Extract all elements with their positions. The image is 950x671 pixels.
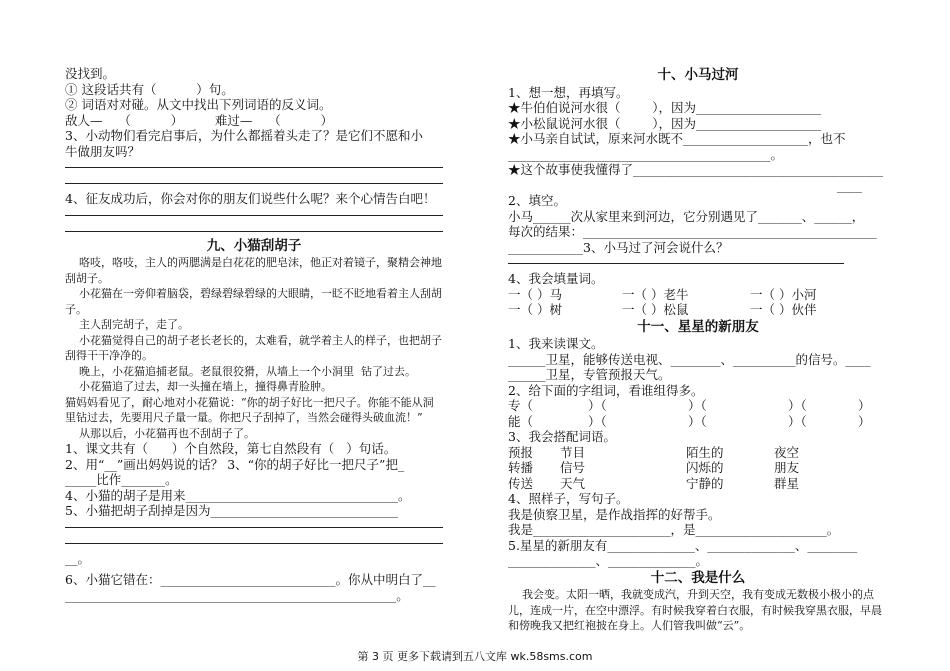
question: _____比作_______。 [65,472,178,487]
match-word: 闪烁的 [686,460,724,475]
match-word: 传送 [508,475,534,491]
word-cell: ）（ [788,398,807,413]
text-line: 1、我来读课文。 [508,336,604,351]
text-line: ______卫星，能够传送电视、________、__________的信号。____ [508,351,871,367]
paragraph: 从那以后，小花猫再也不刮胡子了。 [65,426,255,440]
text-line: ① 这段话共有（ ）句。 [65,81,234,97]
paragraph: 小花猫在一旁仰着脑袋，碧绿碧绿碧绿的大眼睛，一眨不眨地看着主人刮胡子。 [65,287,442,316]
question: 2、用“__”画出妈妈说的话？ 3、“你的胡子好比一把尺子”把_ [65,456,405,472]
word-row [508,398,888,414]
text-line: 牛做朋友吗？ [65,143,141,159]
text-line: ____ [837,177,862,193]
text-line: ★小马亲自试试，原来河水既不____________________，也不 [508,131,846,146]
match-word: 夜空 [774,444,800,460]
answer-line[interactable] [65,159,443,168]
question: 5、小猫把胡子刮掉是因为______________________________ [65,503,398,518]
text-line: ② 词语对对碰。从文中找出下列词语的反义词。 [65,97,332,112]
word-row [508,414,888,430]
match-word: 转播 [508,460,534,475]
text-line: __________________________________________。 [508,146,784,162]
word-cell: 专（ [508,398,534,413]
story-9-questions [65,441,443,603]
match-word: 天气 [560,475,586,491]
match-word: 群星 [774,475,800,491]
intro-block [65,66,443,159]
story-12-text [508,587,888,634]
page-footer: 第 3 页 更多下载请到五八文库 wk.58sms.com [357,650,593,663]
question-6: 6、小猫它错在：____________________________。你从中明白了__ [65,572,436,587]
text-line: 4、我会填量词。 [508,271,604,286]
section-title-12: 十二、我是什么 [650,569,746,586]
match-row [508,476,888,492]
section-title-11: 十一、星星的新朋友 [637,318,759,335]
answer-line[interactable] [65,519,443,528]
text-line: 3、小动物们看完启事后，为什么都摇着头走了？是它们不愿和小 [65,128,423,143]
match-word: 朋友 [774,460,800,475]
text-line: 我是______________________，是_____________________。 [508,522,840,537]
text-line: ______卫星，专管预报天气。 [508,367,671,382]
question-6-tail: _____________________________________________________。 [65,587,409,603]
word-cell: ） [858,413,871,429]
text-line: 3、我会搭配词语。 [508,429,616,444]
word-cell: ）（ [688,413,707,429]
measure-item: 一（ ）树 [508,302,562,317]
word-cell: ）（ [688,398,707,413]
text-line: 我是侦察卫星，是作战指挥的好帮手。 [508,506,721,522]
answer-line[interactable] [65,207,443,216]
word-cell: ）（ [588,413,607,429]
section-title-9: 九、小猫刮胡子 [206,237,302,254]
right-column [508,66,888,634]
match-word: 信号 [560,460,586,475]
text-line: ★这个故事使我懂得了________________________________________ [508,162,884,177]
measure-item: 一（ ）松鼠 [622,302,689,317]
measure-item: 一（ ）老牛 [622,286,689,302]
match-row [508,445,888,461]
question: 1、课文共有（ ）个自然段，第七自然段有（ ）句话。 [65,441,397,456]
match-row [508,460,888,476]
text-line: 5.星星的新朋友有______________、______________、________ [508,537,858,553]
text-line: 没找到。 [65,66,116,81]
paragraph: 主人刮完胡子，走了。 [65,318,189,331]
text-line: ★小松鼠说河水很（ ），因为____________________ [508,115,822,131]
measure-item: 一（ ）马 [508,286,562,302]
match-word: 节目 [560,444,586,460]
paragraph: 小花猫追了过去，却一头撞在墙上，撞得鼻青脸肿。 [65,380,332,393]
paragraph: 晚上，小花猫追捕老鼠。老鼠很狡猾，从墙上一个小洞里 钻了过去。 [65,364,416,378]
story-9-text [65,255,443,441]
text-line: ____________3、小马过了河会说什么？ [508,239,729,255]
word-cell: 能（ [508,413,534,429]
text-line: ★牛伯伯说河水很（ ），因为____________________ [508,100,822,115]
answer-line[interactable] [65,535,443,544]
answer-line[interactable] [508,255,844,264]
paragraph: 猫妈妈看见了，耐心地对小花猫说：“你的胡子好比一把尺子。你能不能从洞里钻过去，先要用尺子量一量。你把尺子刮掉了，当然会碰得头破血流！” [65,395,434,424]
text-line: 1、想一想，再填写。 [508,84,629,100]
text-line: ______________、______________。 [508,553,709,568]
word-cell: ）（ [588,398,607,413]
match-word: 陌生的 [686,444,724,460]
paragraph: 咯吱，咯吱，主人的两腮满是白花花的肥皂沫，他正对着镜子，聚精会神地刮胡子。 [65,256,442,285]
text-line: 敌人— （ ） 难过— （ ） [65,112,334,128]
measure-row [508,302,888,318]
measure-item: 一（ ）小河 [750,286,817,302]
match-word: 预报 [508,444,534,460]
question: 4、小猫的胡子是用来__________________________________。 [65,487,411,503]
match-word: 宁静的 [686,475,724,491]
left-column [65,66,443,603]
text-line: 2、给下面的字组词，看谁组得多。 [508,382,704,398]
text-line: 4、照样子，写句子。 [508,491,629,506]
section-title-10: 十、小马过河 [657,67,739,83]
paragraph: 小花猫觉得自己的胡子老长老长的，太难看，就学着主人的样子，也把胡子刮得干干净净的。 [65,333,442,362]
answer-line[interactable] [65,223,443,232]
text-line: 每次的结果：_______________________________________________ [508,224,877,239]
question-tail: __。 [65,550,91,566]
measure-row [508,287,888,303]
word-cell: ） [858,398,871,413]
word-cell: ）（ [788,413,807,429]
text-line: 2、填空。 [508,193,566,208]
question-4: 4、征友成功后，你会对你的朋友们说些什么呢？来个心情告白吧！ [65,191,436,206]
measure-item: 一（ ）伙伴 [750,302,817,317]
paragraph: 我会变。太阳一晒，我就变成汽，升到天空，我有变成无数极小极小的点儿，连成一片，在空中漂浮。有时候我穿着白衣服，有时候我穿黑衣服，早晨和傍晚我又把红袍披在身上。人们管我叫做“云”。 [508,588,882,632]
text-line: 小马______次从家里来到河边，它分别遇见了_______、______， [508,208,865,224]
answer-line[interactable] [65,175,443,184]
